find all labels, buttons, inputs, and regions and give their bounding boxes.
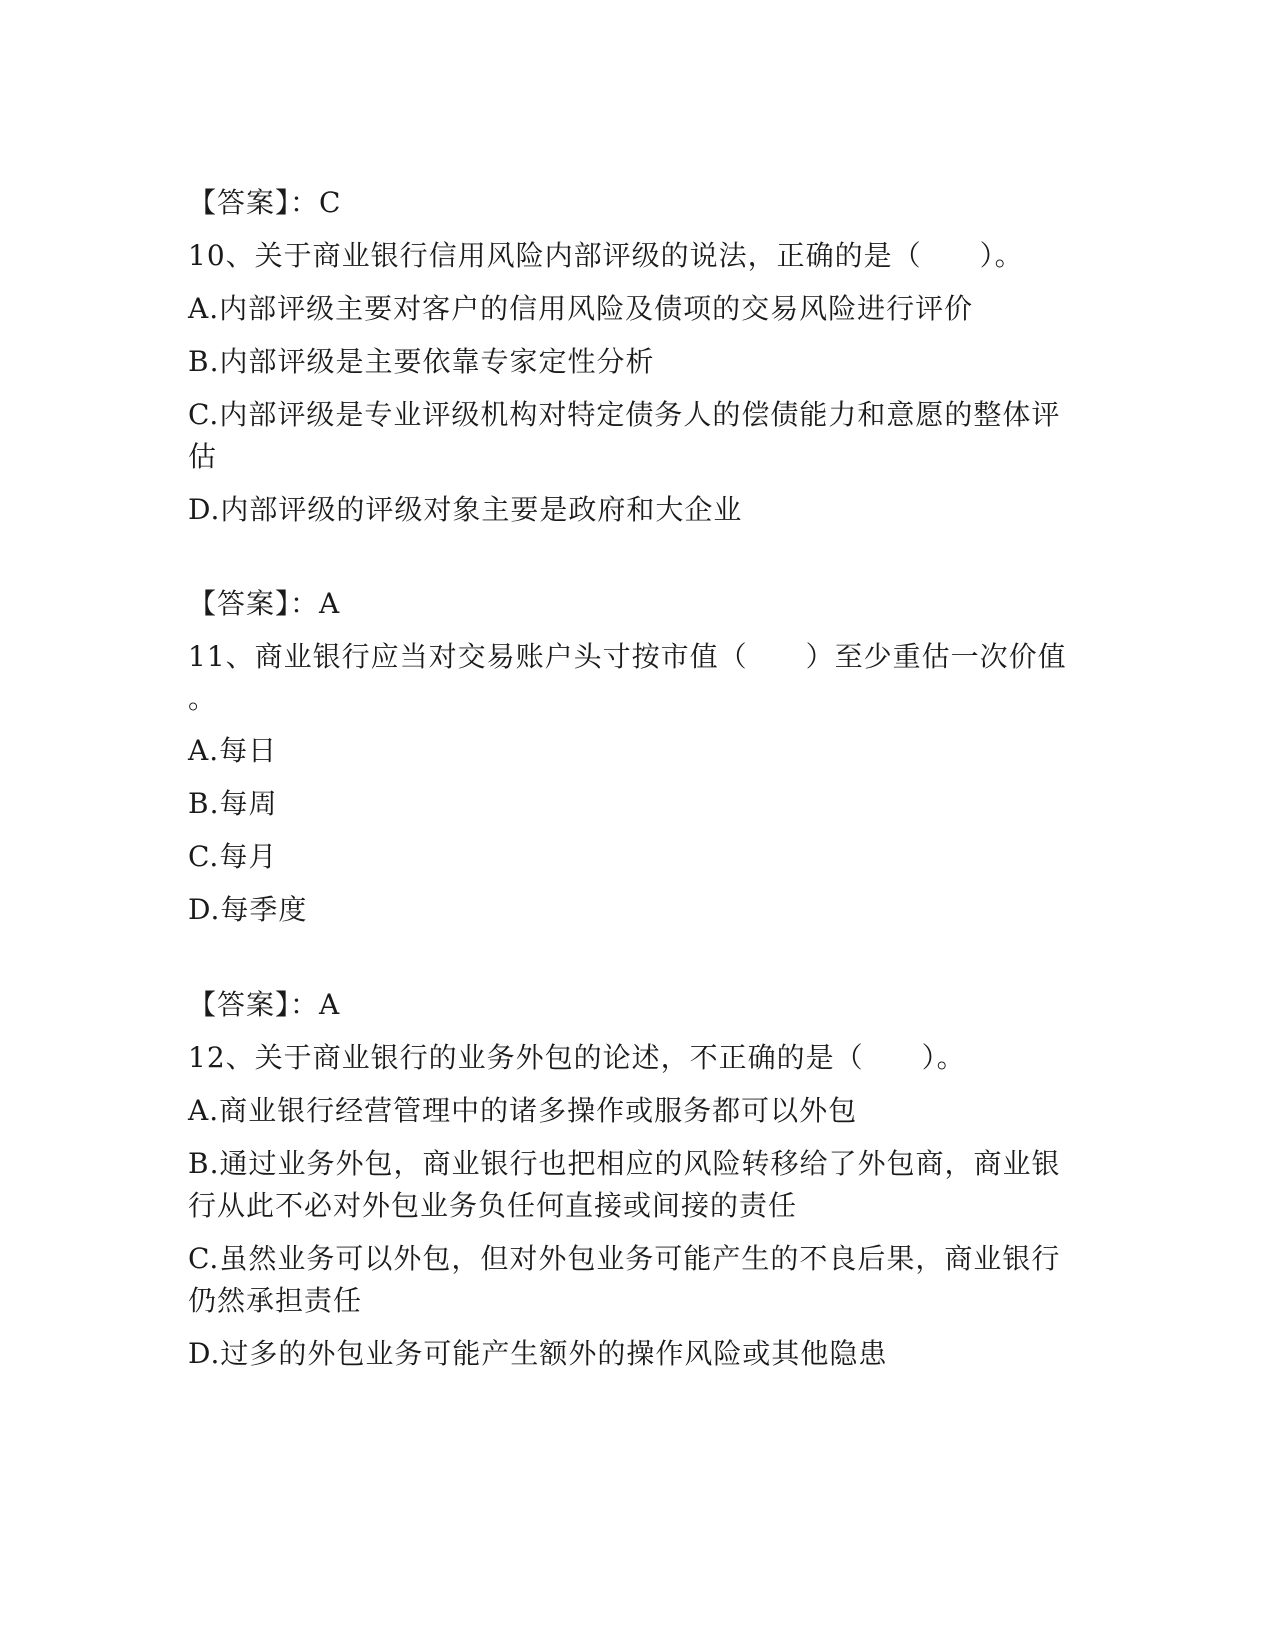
question-12-option-d: D.过多的外包业务可能产生额外的操作风险或其他隐患 [188, 1337, 888, 1370]
answer-label-11: 【答案】：A [188, 988, 341, 1021]
question-12-option-b-cont: 行从此不必对外包业务负任何直接或间接的责任 [188, 1189, 798, 1222]
question-10-option-d: D.内部评级的评级对象主要是政府和大企业 [188, 493, 743, 526]
question-10-option-c: C.内部评级是专业评级机构对特定债务人的偿债能力和意愿的整体评 [188, 398, 1061, 431]
question-12-option-c: C.虽然业务可以外包，但对外包业务可能产生的不良后果，商业银行 [188, 1242, 1061, 1275]
question-11-option-c: C.每月 [188, 840, 278, 873]
question-11-option-a: A.每日 [188, 734, 278, 767]
answer-label-prev: 【答案】：C [188, 186, 342, 219]
question-12: 12、关于商业银行的业务外包的论述，不正确的是（ ）。 [188, 1041, 966, 1074]
question-10: 10、关于商业银行信用风险内部评级的说法，正确的是（ ）。 [188, 239, 1024, 272]
question-10-option-c-cont: 估 [188, 440, 218, 473]
question-11-cont: 。 [188, 682, 218, 715]
question-11: 11、商业银行应当对交易账户头寸按市值（ ）至少重估一次价值 [188, 640, 1067, 673]
question-11-option-d: D.每季度 [188, 893, 308, 926]
question-10-option-b: B.内部评级是主要依靠专家定性分析 [188, 345, 655, 378]
answer-label-10: 【答案】：A [188, 587, 341, 620]
question-12-option-c-cont: 仍然承担责任 [188, 1284, 363, 1317]
question-12-option-b: B.通过业务外包，商业银行也把相应的风险转移给了外包商，商业银 [188, 1147, 1061, 1180]
question-10-option-a: A.内部评级主要对客户的信用风险及债项的交易风险进行评价 [188, 292, 974, 325]
question-12-option-a: A.商业银行经营管理中的诸多操作或服务都可以外包 [188, 1094, 858, 1127]
question-11-option-b: B.每周 [188, 787, 278, 820]
